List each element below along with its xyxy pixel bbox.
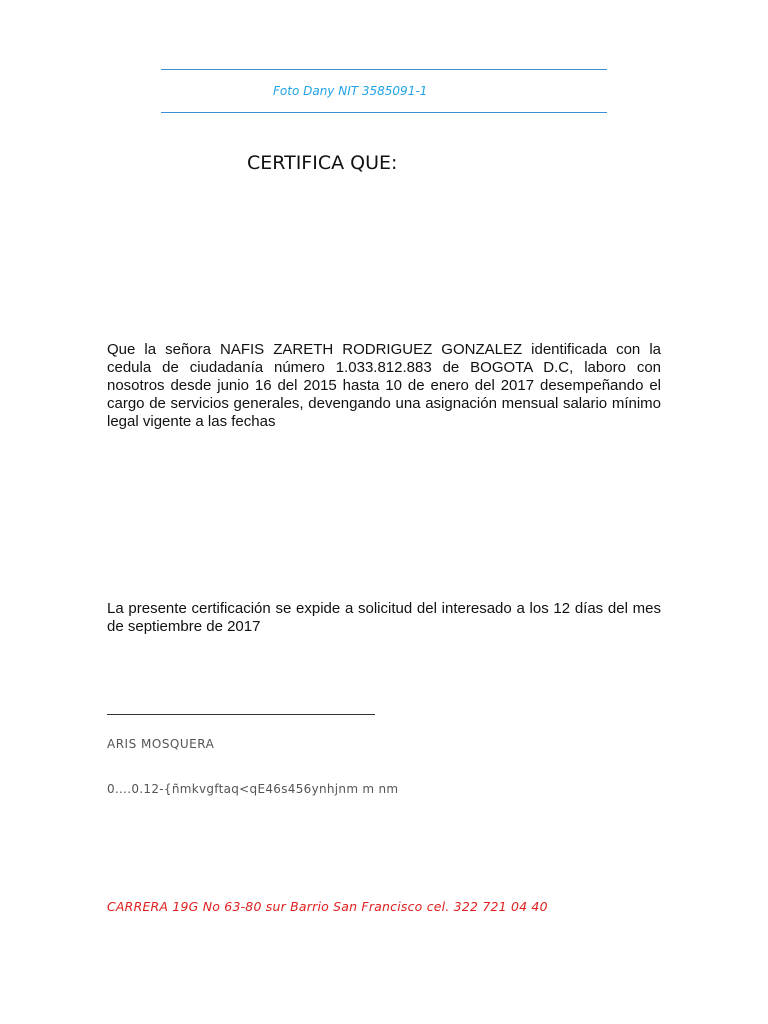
header-top-rule (161, 69, 607, 70)
header-bottom-rule (161, 112, 607, 113)
signer-name: ARIS MOSQUERA (107, 737, 215, 751)
document-title: CERTIFICA QUE: (247, 152, 398, 174)
footer-address: CARRERA 19G No 63-80 sur Barrio San Francisco cel. 322 721 04 40 (107, 899, 548, 914)
signer-extra-line: 0….0.12-{ñmkvgftaq<qE46s456ynhjnm m nm (107, 782, 399, 796)
company-header: Foto Dany NIT 3585091-1 (273, 84, 428, 98)
certification-paragraph: Que la señora NAFIS ZARETH RODRIGUEZ GONZALEZ identificada con la cedula de ciudadanía número 1.033.812.883 de BOGOTA D.C, laboro con nosotros desde junio 16 del 2015 hasta 10 de enero del 2017 desempeñando el cargo de servicios generales, devengando una asignación mensual salario mínimo legal vigente a las fechas (107, 341, 661, 430)
issuance-paragraph: La presente certificación se expide a solicitud del interesado a los 12 días del mes de septiembre de 2017 (107, 600, 661, 635)
signature-line (107, 714, 375, 715)
